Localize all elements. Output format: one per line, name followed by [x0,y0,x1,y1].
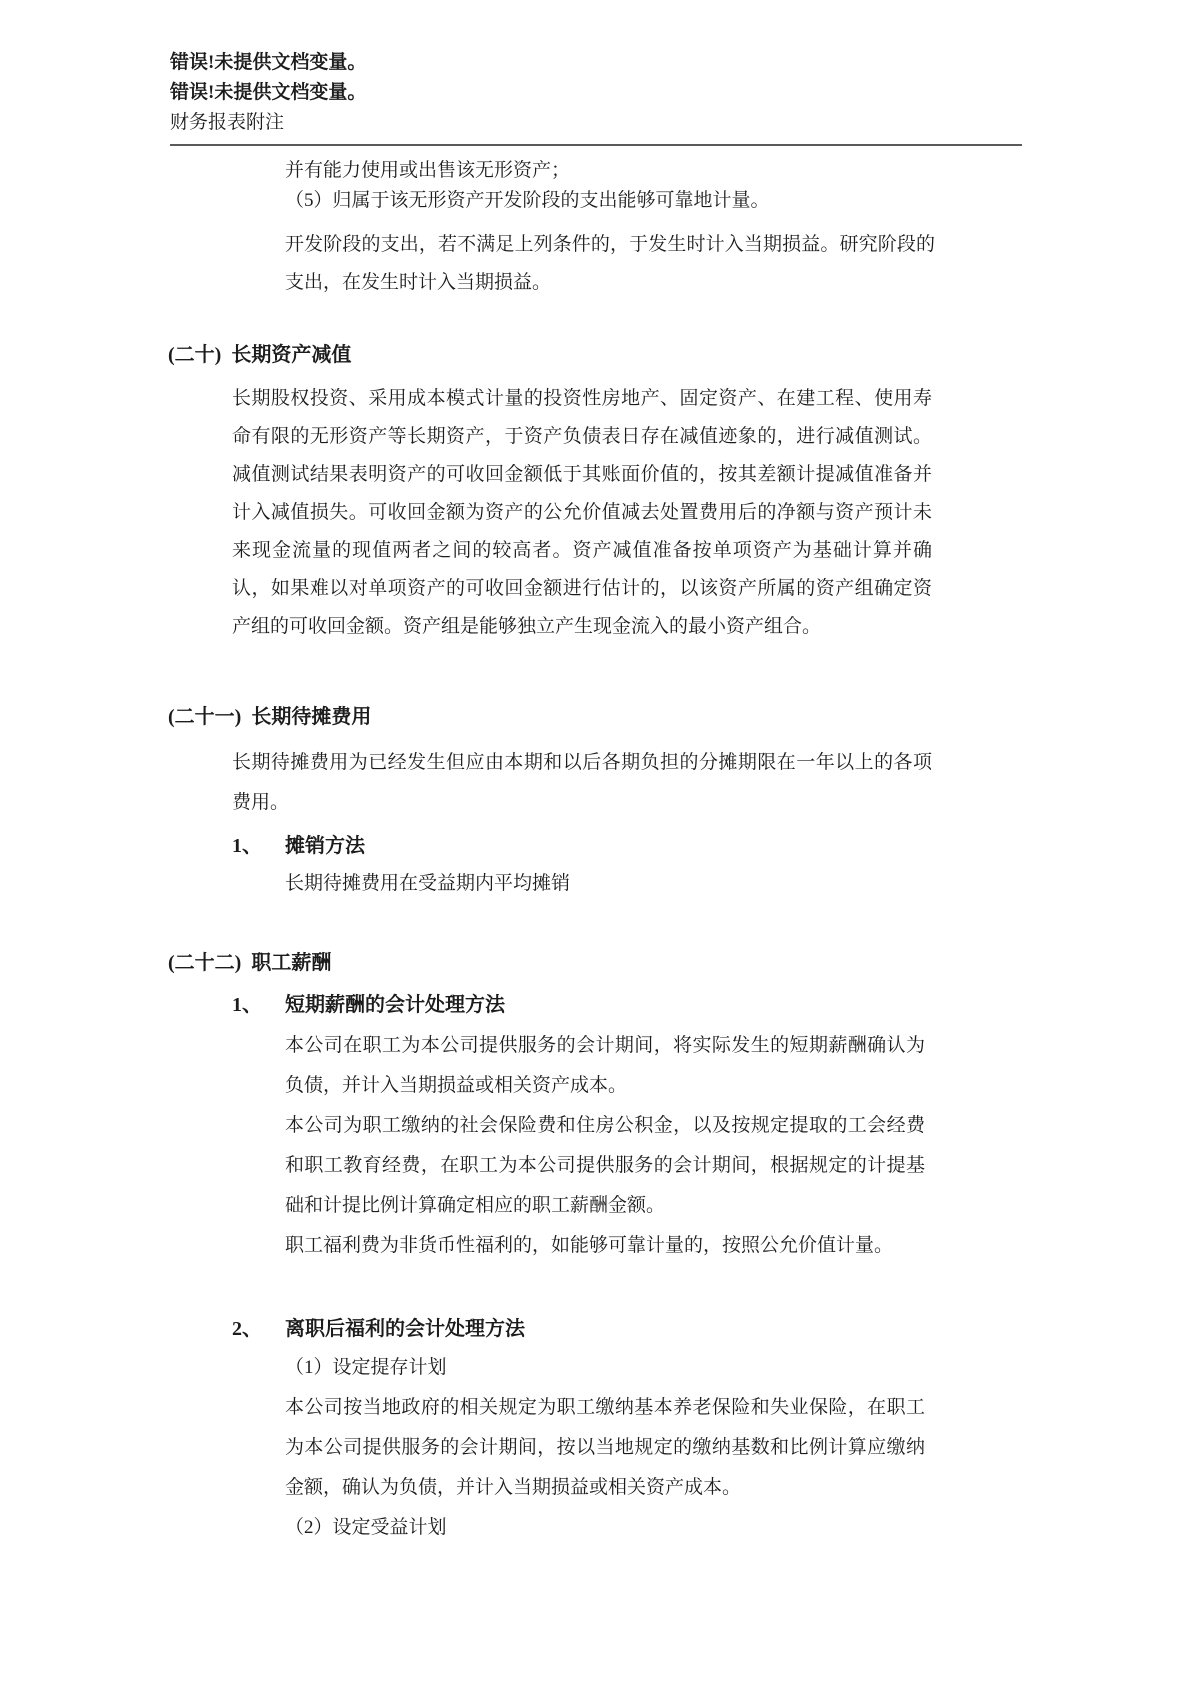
header-error-line-1: 错误!未提供文档变量。 [170,52,367,73]
section-21-item-1-paragraph: 长期待摊费用在受益期内平均摊销 [285,873,571,894]
section-21-title: 长期待摊费用 [251,706,372,728]
paragraph: 本公司为职工缴纳的社会保险费和住房公积金，以及按规定提取的工会经费和职工教育经费，在职工为本公司提供服务的会计期间，根据规定的计提基础和计提比例计算确定相应的职工薪酬金额。 [285,1115,925,1216]
section-20-title: 长期资产减值 [231,344,352,366]
section-20 [0,342,1200,646]
intro-tight-lines [285,156,1200,216]
section-22-item-2-paragraphs [0,1348,1200,1548]
paragraph: （2）设定受益计划 [285,1517,447,1538]
section-20-body: 长期股权投资、采用成本模式计量的投资性房地产、固定资产、在建工程、使用寿命有限的无形资产等长期资产，于资产负债表日存在减值迹象的，进行减值测试。减值测试结果表明资产的可收回金额低于其账面价值的，按其差额计提减值准备并计入减值损失。可收回金额为资产的公允价值减去处置费用后的净额与资产预计未来现金流量的现值两者之间的较高者。资产减值准备按单项资产为基础计算并确认，如果难以对单项资产的可收回金额进行估计的，以该资产所属的资产组确定资产组的可收回金额。资产组是能够独立产生现金流入的最小资产组合。 [232,388,932,637]
header-rule [170,144,1022,146]
section-22-item-1-heading [232,992,1200,1018]
paragraph: 本公司在职工为本公司提供服务的会计期间，将实际发生的短期薪酬确认为负债，并计入当期损益或相关资产成本。 [285,1035,925,1096]
section-21-label: (二十一) [168,706,242,728]
section-22-item-1-paragraphs [0,1026,1200,1266]
paragraph: （1）设定提存计划 [285,1357,447,1378]
section-22-title: 职工薪酬 [251,952,332,974]
intro-block [0,156,1200,302]
item-title: 离职后福利的会计处理方法 [285,1318,525,1340]
header-error-line-2: 错误!未提供文档变量。 [170,82,367,103]
intro-paragraph: 开发阶段的支出，若不满足上列条件的，于发生时计入当期损益。研究阶段的支出，在发生时计入当期损益。 [285,234,935,293]
section-20-label: (二十) [168,344,222,366]
item-number: 2、 [232,1318,262,1340]
paragraph: 本公司按当地政府的相关规定为职工缴纳基本养老保险和失业保险，在职工为本公司提供服务的会计期间，按以当地规定的缴纳基数和比例计算应缴纳金额，确认为负债，并计入当期损益或相关资产成本。 [285,1397,925,1498]
item-number: 1、 [232,835,262,857]
paragraph: 职工福利费为非货币性福利的，如能够可靠计量的，按照公允价值计量。 [285,1235,894,1256]
section-20-heading [168,342,1200,368]
page-header [0,0,1200,146]
section-21-heading [168,704,1200,730]
section-22-item-2-heading [232,1316,1200,1342]
intro-line-2: （5）归属于该无形资产开发阶段的支出能够可靠地计量。 [285,190,770,211]
section-22 [0,950,1200,1548]
intro-line-1: 并有能力使用或出售该无形资产； [285,160,571,181]
section-22-label: (二十二) [168,952,242,974]
section-21 [0,704,1200,904]
item-number: 1、 [232,994,262,1016]
section-22-heading [168,950,1200,976]
section-21-item-1-heading [232,833,1200,859]
item-title: 摊销方法 [285,835,365,857]
section-21-body: 长期待摊费用为已经发生但应由本期和以后各期负担的分摊期限在一年以上的各项费用。 [232,752,932,813]
header-doc-title: 财务报表附注 [170,112,285,133]
item-title: 短期薪酬的会计处理方法 [285,994,505,1016]
